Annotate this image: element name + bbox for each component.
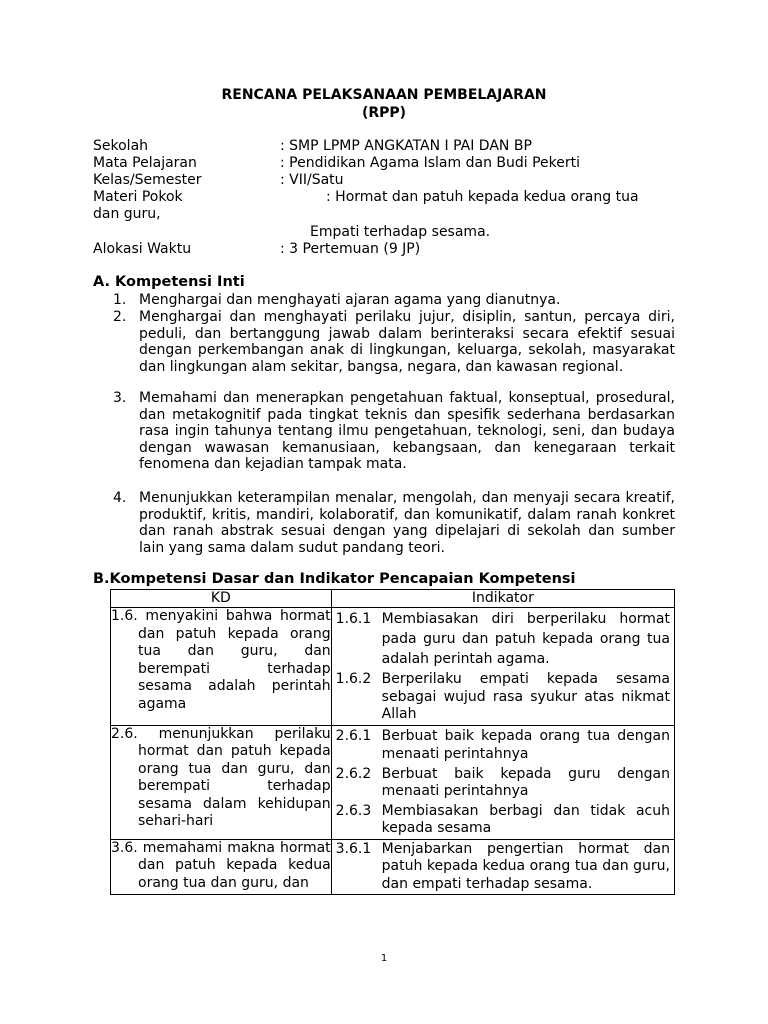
item-number: 2. — [113, 309, 127, 325]
indicator-item — [332, 765, 674, 802]
kd-indikator-table — [110, 589, 675, 895]
item-number: 3. — [113, 390, 127, 406]
alokasi-label: Alokasi Waktu — [93, 241, 192, 257]
list-item — [113, 390, 675, 473]
table-header-row — [111, 590, 675, 608]
kelas-label: Kelas/Semester — [93, 172, 202, 188]
indicator-code: 2.6.2 — [335, 765, 372, 782]
page-number: 1 — [380, 953, 388, 964]
indicator-text: Berperilaku empati kepada sesama sebagai wujud rasa syukur atas nikmat Allah — [381, 671, 670, 722]
indicator-code: 1.6.1 — [335, 611, 372, 627]
list-item — [113, 292, 675, 309]
table-row — [111, 608, 675, 726]
materi-value: : Hormat dan patuh kepada kedua orang tua — [326, 189, 639, 205]
table-row — [111, 725, 675, 839]
indikator-cell — [331, 725, 674, 839]
item-text: Menunjukkan keterampilan menalar, mengolah, dan menyaji secara kreatif, produktif, kritis, mandiri, kolaboratif, dan komunikatif, dalam ranah konkret dan ranah abstrak sesuai dengan yang dipelajari di sekolah dan sumber lain yang sama dalam sudut pandang teori. — [139, 490, 675, 556]
indicator-text: Membiasakan diri berperilaku hormat pada guru dan patuh kepada orang tua adalah perintah agama. — [381, 611, 670, 667]
indicator-text: Berbuat baik kepada guru dengan menaati perintahnya — [381, 765, 670, 799]
list-item — [113, 309, 675, 375]
table-row — [111, 839, 675, 895]
item-text: Menghargai dan menghayati ajaran agama yang dianutnya. — [139, 292, 561, 308]
materi-line2: Empati terhadap sesama. — [310, 224, 491, 240]
mapel-label: Mata Pelajaran — [93, 155, 197, 171]
kd-text: 3.6. memahami makna hormat dan patuh kepada kedua orang tua dan guru, dan — [111, 839, 331, 891]
item-number: 1. — [113, 292, 127, 308]
materi-label: Materi Pokok — [93, 189, 183, 205]
indicator-item — [332, 802, 674, 839]
kd-cell — [111, 725, 332, 839]
sekolah-value: : SMP LPMP ANGKATAN I PAI DAN BP — [280, 138, 532, 154]
item-text: Menghargai dan menghayati perilaku jujur, disiplin, santun, percaya diri, peduli, dan bertanggung jawab dalam berinteraksi secara efektif sesuai dengan perkembangan anak di lingkungan, keluarga, sekolah, masyarakat dan lingkungan alam sekitar, bangsa, negara, dan kawasan regional. — [139, 309, 675, 375]
kd-text: 2.6. menunjukkan perilaku hormat dan patuh kepada orang tua dan guru, dan berempati terhadap sesama dalam kehidupan sehari-hari — [111, 725, 331, 829]
indicator-code: 2.6.3 — [335, 802, 372, 819]
indikator-cell — [331, 839, 674, 895]
indicator-code: 2.6.1 — [335, 727, 372, 744]
item-text: Memahami dan menerapkan pengetahuan faktual, konseptual, prosedural, dan metakognitif pada tingkat teknis dan spesifik sederhana berdasarkan rasa ingin tahunya tentang ilmu pengetahuan, teknologi, seni, dan budaya dengan wawasan kemanusiaan, kebangsaan, dan kenegaraan terkait fenomena dan kejadian tampak mata. — [139, 390, 675, 473]
indicator-text: Menjabarkan pengertian hormat dan patuh kepada kedua orang tua dan guru, dan empati terhadap sesama. — [381, 840, 670, 892]
materi-continuation: dan guru, — [93, 206, 161, 222]
mapel-value: : Pendidikan Agama Islam dan Budi Pekerti — [280, 155, 581, 171]
indicator-item — [332, 608, 674, 670]
indikator-column-header: Indikator — [331, 590, 674, 608]
kd-cell — [111, 608, 332, 726]
kd-cell — [111, 839, 332, 895]
indicator-text: Membiasakan berbagi dan tidak acuh kepada sesama — [381, 802, 670, 836]
indicator-item — [332, 726, 674, 765]
alokasi-value: : 3 Pertemuan (9 JP) — [280, 241, 421, 257]
item-number: 4. — [113, 490, 127, 506]
document-title: RENCANA PELAKSANAAN PEMBELAJARAN — [221, 87, 547, 103]
indicator-code: 3.6.1 — [335, 840, 372, 857]
document-subtitle: (RPP) — [361, 105, 407, 121]
indicator-item — [332, 840, 674, 895]
indikator-cell — [331, 608, 674, 726]
sekolah-label: Sekolah — [93, 138, 149, 154]
kelas-value: : VII/Satu — [280, 172, 344, 188]
indicator-code: 1.6.2 — [335, 671, 372, 687]
section-a-heading: A. Kompetensi Inti — [93, 274, 245, 290]
section-b-heading: B.Kompetensi Dasar dan Indikator Pencapaian Kompetensi — [93, 571, 576, 587]
indicator-text: Berbuat baik kepada orang tua dengan menaati perintahnya — [381, 727, 670, 762]
kd-column-header: KD — [111, 590, 332, 608]
list-item — [113, 490, 675, 556]
indicator-item — [332, 670, 674, 725]
kd-text: 1.6. menyakini bahwa hormat dan patuh kepada orang tua dan guru, dan berempati terhadap sesama adalah perintah agama — [111, 608, 331, 712]
